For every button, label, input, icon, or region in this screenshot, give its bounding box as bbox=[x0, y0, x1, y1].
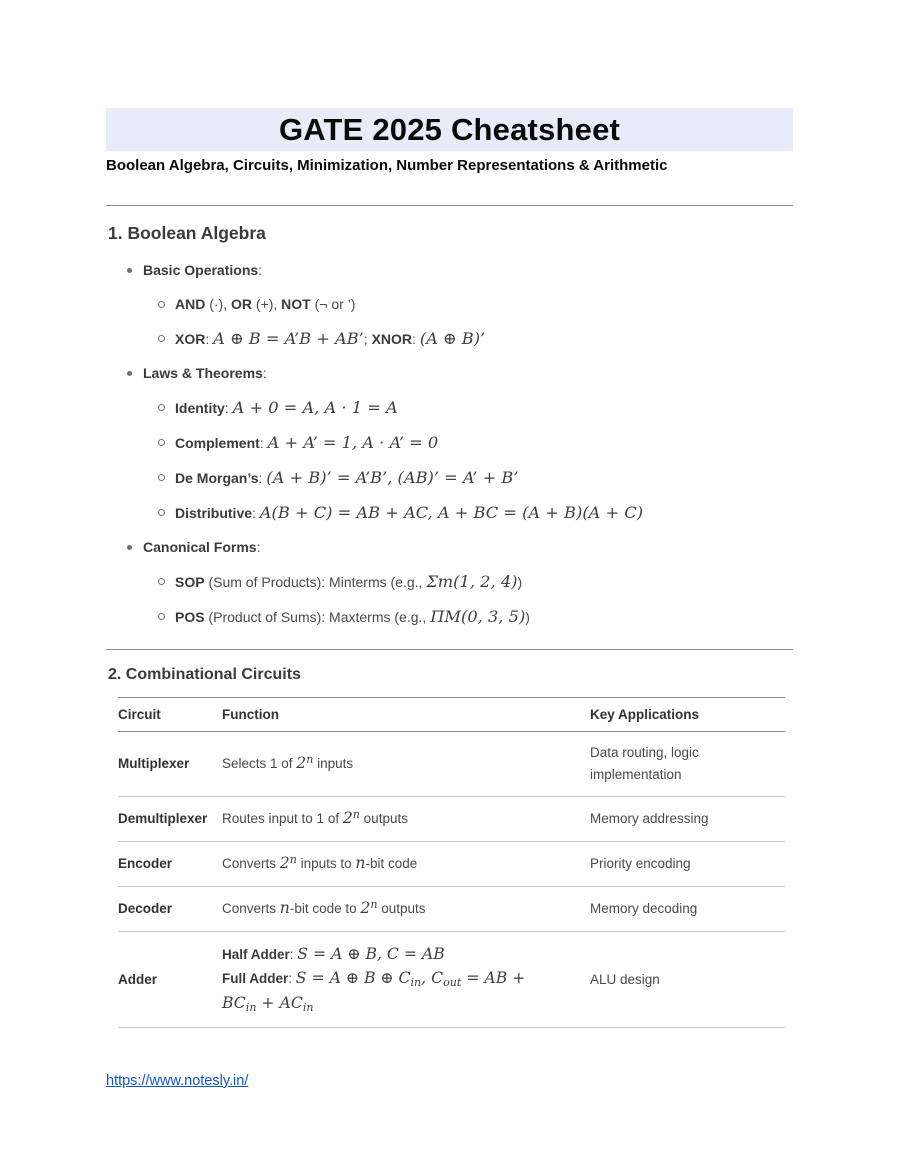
circuits-table bbox=[118, 697, 785, 1028]
list-item-text: Complement: A + A’ = 1, A · A’ = 0 bbox=[175, 433, 439, 452]
table-row-demultiplexer bbox=[118, 797, 785, 842]
function-cell: Converts n-bit code to 2$^n$ outputs bbox=[222, 887, 590, 932]
list-item-text: Identity: A + 0 = A, A · 1 = A bbox=[175, 398, 398, 417]
applications-cell: Memory decoding bbox=[590, 887, 785, 932]
table-row-decoder bbox=[118, 887, 785, 932]
function-cell bbox=[222, 932, 590, 1028]
function-cell: Selects 1 of 2$^n$ inputs bbox=[222, 732, 590, 797]
list-item-text: AND (·), OR (+), NOT (¬ or ’) bbox=[175, 296, 356, 312]
section-boolean-algebra bbox=[106, 223, 793, 629]
applications-cell: Memory addressing bbox=[590, 797, 785, 842]
list-item-pos bbox=[106, 605, 793, 629]
column-header-circuit: Circuit bbox=[118, 698, 222, 732]
function-cell: Routes input to 1 of 2$^n$ outputs bbox=[222, 797, 590, 842]
applications-cell: Priority encoding bbox=[590, 842, 785, 887]
list-item-label: Laws & Theorems: bbox=[143, 365, 267, 381]
section-divider bbox=[106, 205, 793, 206]
applications-cell: ALU design bbox=[590, 932, 785, 1028]
column-header-key-applications: Key Applications bbox=[590, 698, 785, 732]
list-item-text: SOP (Sum of Products): Minterms (e.g., Σm(1, 2, 4)) bbox=[175, 572, 523, 591]
column-header-function: Function bbox=[222, 698, 590, 732]
table-row-adder bbox=[118, 932, 785, 1028]
list-item-label: Basic Operations: bbox=[143, 262, 263, 278]
circuit-cell: Decoder bbox=[118, 887, 222, 932]
section1-heading: 1. Boolean Algebra bbox=[108, 223, 266, 243]
footer-link[interactable]: https://www.notesly.in/ bbox=[106, 1073, 249, 1089]
bullet-ring-icon bbox=[158, 474, 165, 481]
section-combinational-circuits bbox=[106, 666, 793, 1028]
circuit-cell: Encoder bbox=[118, 842, 222, 887]
list-item-basic-operations bbox=[106, 259, 793, 282]
bullet-ring-icon bbox=[158, 439, 165, 446]
bullet-ring-icon bbox=[158, 301, 165, 308]
bullet-ring-icon bbox=[158, 509, 165, 516]
list-item-text: Distributive: A(B + C) = AB + AC, A + BC = (A + B)(A + C) bbox=[175, 503, 644, 522]
bullet-disc-icon bbox=[127, 268, 132, 273]
table-header-row bbox=[118, 698, 785, 732]
bullet-disc-icon bbox=[127, 371, 132, 376]
circuit-cell: Demultiple​xer bbox=[118, 797, 222, 842]
circuit-cell: Multiplexer bbox=[118, 732, 222, 797]
list-item-text: De Morgan’s: (A + B)’ = A’B’, (AB)’ = A’ + B’ bbox=[175, 468, 519, 487]
table-row-multiplexer bbox=[118, 732, 785, 797]
full-adder-formula: Full Adder: S = A ⊕ B ⊕ $C_{in}$, $C_{out}$ = AB + bbox=[222, 968, 526, 990]
full-adder-formula-continued: $BC_{in} + AC_{in}$ bbox=[222, 993, 314, 1015]
section2-heading: 2. Combinational Circuits bbox=[108, 666, 301, 683]
bullet-ring-icon bbox=[158, 404, 165, 411]
function-cell: Converts 2$^n$ inputs to n-bit code bbox=[222, 842, 590, 887]
title-banner bbox=[106, 108, 793, 151]
boolean-algebra-list bbox=[106, 259, 793, 629]
list-item-distributive bbox=[106, 501, 793, 525]
circuit-cell: Adder bbox=[118, 932, 222, 1028]
list-item-and-or-not bbox=[106, 293, 793, 316]
bullet-ring-icon bbox=[158, 578, 165, 585]
list-item-text: XOR: A ⊕ B = A’B + AB’; XNOR: (A ⊕ B)’ bbox=[175, 329, 486, 348]
list-item-label: Canonical Forms: bbox=[143, 539, 261, 555]
list-item-de-morgans bbox=[106, 466, 793, 490]
table-row-encoder bbox=[118, 842, 785, 887]
list-item-text: POS (Product of Sums): Maxterms (e.g., ΠM(0, 3, 5)) bbox=[175, 607, 530, 626]
page-title: GATE 2025 Cheatsheet bbox=[278, 111, 621, 147]
applications-cell: Data routing, logic implementation bbox=[590, 732, 785, 797]
section-divider bbox=[106, 649, 793, 650]
list-item-sop bbox=[106, 570, 793, 594]
bullet-ring-icon bbox=[158, 335, 165, 342]
list-item-complement bbox=[106, 431, 793, 455]
bullet-ring-icon bbox=[158, 613, 165, 620]
half-adder-formula: Half Adder: S = A ⊕ B, C = AB bbox=[222, 944, 445, 963]
list-item-identity bbox=[106, 396, 793, 420]
bullet-disc-icon bbox=[127, 545, 132, 550]
list-item-laws-theorems bbox=[106, 362, 793, 385]
list-item-xor-xnor bbox=[106, 327, 793, 351]
page-subtitle: Boolean Algebra, Circuits, Minimization, Number Representations & Arithmetic bbox=[106, 157, 668, 174]
list-item-canonical-forms bbox=[106, 536, 793, 559]
